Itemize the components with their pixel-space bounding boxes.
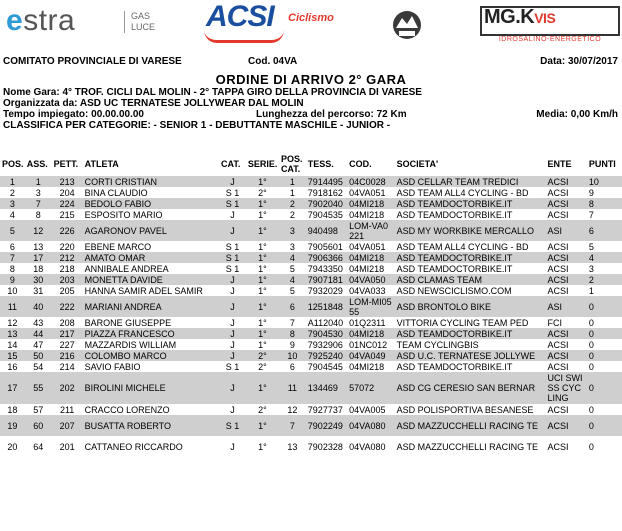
cell-ass: 55 <box>25 372 52 404</box>
cell-cod: 01NC012 <box>347 339 395 350</box>
cell-societa: ASD TEAMDOCTORBIKE.IT <box>395 361 546 372</box>
cell-atleta: SAVIO FABIO <box>83 361 219 372</box>
cell-punti: 1 <box>587 285 622 296</box>
cell-ente: ACSI <box>545 328 586 339</box>
cell-cat: J <box>219 296 246 317</box>
results-table <box>0 152 622 457</box>
cell-pos-cat: 11 <box>279 372 306 404</box>
cell-pos: 16 <box>0 361 25 372</box>
cell-tess: 7943350 <box>306 263 347 274</box>
cell-serie: 1° <box>246 252 279 263</box>
cell-ass: 7 <box>25 198 52 209</box>
col-header-ass: ASS. <box>26 159 48 169</box>
cell-ente: ASI <box>545 220 586 241</box>
cell-tess: 7918162 <box>306 187 347 198</box>
cell-pos-cat: 13 <box>279 436 306 457</box>
cell-societa: VITTORIA CYCLING TEAM PED <box>395 317 546 328</box>
cell-tess: 7914495 <box>306 176 347 187</box>
cell-cat: J <box>219 372 246 404</box>
cell-ente: FCI <box>545 317 586 328</box>
table-row <box>0 328 622 339</box>
gas-luce-label: GAS LUCE <box>124 11 171 33</box>
cell-atleta: MONETTA DAVIDE <box>83 274 219 285</box>
cell-cat: S 1 <box>219 252 246 263</box>
cell-punti: 0 <box>587 372 622 404</box>
cell-cod: 01Q2311 <box>347 317 395 328</box>
cell-ente: ACSI <box>545 415 586 436</box>
cell-ente: ACSI <box>545 252 586 263</box>
cell-tess: 7925240 <box>306 350 347 361</box>
time-used: Tempo impiegato: 00.00.00.00 <box>3 109 144 120</box>
cell-cat: J <box>219 209 246 220</box>
table-row <box>0 361 622 372</box>
cell-serie: 1° <box>246 198 279 209</box>
cell-ass: 54 <box>25 361 52 372</box>
cell-societa: ASD TEAM ALL4 CYCLING - BD <box>395 187 546 198</box>
cell-cat: J <box>219 404 246 415</box>
committee-name: COMITATO PROVINCIALE DI VARESE <box>3 56 182 67</box>
cell-pos-cat: 9 <box>279 339 306 350</box>
cell-ass: 50 <box>25 350 52 361</box>
cell-tess: 7927737 <box>306 404 347 415</box>
cell-cat: S 1 <box>219 198 246 209</box>
cell-pett: 214 <box>52 361 83 372</box>
cell-pos-cat: 4 <box>279 252 306 263</box>
cell-cod: 04VA080 <box>347 436 395 457</box>
cell-pett: 207 <box>52 415 83 436</box>
table-row <box>0 241 622 252</box>
ciclismo-label: Ciclismo <box>288 12 334 24</box>
cell-pett: 201 <box>52 436 83 457</box>
cell-tess: 940498 <box>306 220 347 241</box>
cell-ass: 60 <box>25 415 52 436</box>
cell-pos-cat: 6 <box>279 361 306 372</box>
col-header-atleta: ATLETA <box>84 159 119 169</box>
cell-ass: 57 <box>25 404 52 415</box>
table-row <box>0 350 622 361</box>
cell-pos: 3 <box>0 198 25 209</box>
cell-pett: 205 <box>52 285 83 296</box>
cell-pett: 213 <box>52 176 83 187</box>
cell-atleta: HANNA SAMIR ADEL SAMIR <box>83 285 219 296</box>
cell-pos: 18 <box>0 404 25 415</box>
cell-serie: 1° <box>246 317 279 328</box>
cell-serie: 1° <box>246 339 279 350</box>
cell-pett: 212 <box>52 252 83 263</box>
cell-tess: 1251848 <box>306 296 347 317</box>
cell-pos: 10 <box>0 285 25 296</box>
table-row <box>0 187 622 198</box>
cell-serie: 1° <box>246 220 279 241</box>
cell-pett: 217 <box>52 328 83 339</box>
cell-atleta: CORTI CRISTIAN <box>83 176 219 187</box>
acsi-swoosh <box>204 30 284 43</box>
cell-pos-cat: 1 <box>279 187 306 198</box>
cell-pos-cat: 5 <box>279 285 306 296</box>
cell-tess: 7907181 <box>306 274 347 285</box>
cell-tess: 7902249 <box>306 415 347 436</box>
cell-pos-cat: 7 <box>279 415 306 436</box>
col-header-serie: SERIE. <box>247 159 278 169</box>
cell-punti: 10 <box>587 176 622 187</box>
cell-ente: ACSI <box>545 274 586 285</box>
table-header-row <box>0 152 622 176</box>
cell-cod: 04VA033 <box>347 285 395 296</box>
cell-cat: J <box>219 339 246 350</box>
table-row <box>0 209 622 220</box>
table-row <box>0 252 622 263</box>
cell-atleta: AGARONOV PAVEL <box>83 220 219 241</box>
cell-pett: 215 <box>52 209 83 220</box>
cell-atleta: BINA CLAUDIO <box>83 187 219 198</box>
cell-punti: 3 <box>587 263 622 274</box>
cell-punti: 0 <box>587 296 622 317</box>
cell-pos-cat: 4 <box>279 274 306 285</box>
cell-cat: J <box>219 317 246 328</box>
cell-ass: 30 <box>25 274 52 285</box>
cell-punti: 6 <box>587 220 622 241</box>
cell-pos-cat: 2 <box>279 198 306 209</box>
cell-pos: 15 <box>0 350 25 361</box>
estra-logo-rest: stra <box>23 4 76 37</box>
cell-tess: 7904535 <box>306 209 347 220</box>
cell-ente: ACSI <box>545 187 586 198</box>
cell-pos: 8 <box>0 263 25 274</box>
cell-atleta: ESPOSITO MARIO <box>83 209 219 220</box>
organizer: Organizzata da: ASD UC TERNATESE JOLLYWEAR DAL MOLIN <box>3 98 304 109</box>
cell-ass: 40 <box>25 296 52 317</box>
cell-serie: 1° <box>246 274 279 285</box>
cell-serie: 1° <box>246 296 279 317</box>
cell-societa: ASD TEAM ALL4 CYCLING - BD <box>395 241 546 252</box>
cell-ass: 13 <box>25 241 52 252</box>
cell-cat: J <box>219 176 246 187</box>
event-date: Data: 30/07/2017 <box>540 56 618 67</box>
cell-serie: 2° <box>246 404 279 415</box>
col-header-pett: PETT. <box>53 159 79 169</box>
cell-tess: 7904545 <box>306 361 347 372</box>
cell-atleta: CATTANEO RICCARDO <box>83 436 219 457</box>
cell-serie: 1° <box>246 372 279 404</box>
cell-pos-cat: 3 <box>279 241 306 252</box>
cell-tess: 7932029 <box>306 285 347 296</box>
mgk-logo <box>484 6 555 29</box>
average-speed: Media: 0,00 Km/h <box>536 109 618 120</box>
mgk-tagline: IDROSALINO-ENERGETICO <box>498 36 602 43</box>
cell-tess: 7904530 <box>306 328 347 339</box>
table-row <box>0 436 622 457</box>
cell-serie: 1° <box>246 241 279 252</box>
cell-ass: 17 <box>25 252 52 263</box>
cell-pos: 12 <box>0 317 25 328</box>
table-row <box>0 415 622 436</box>
cell-serie: 2° <box>246 350 279 361</box>
race-name: Nome Gara: 4° TROF. CICLI DAL MOLIN - 2° TAPPA GIRO DELLA PROVINCIA DI VARESE <box>3 87 422 98</box>
cell-cod: LOM-VA0221 <box>347 220 395 241</box>
cell-pos: 2 <box>0 187 25 198</box>
cell-societa: ASD MY WORKBIKE MERCALLO <box>395 220 546 241</box>
table-row <box>0 404 622 415</box>
cell-societa: ASD MAZZUCCHELLI RACING TE <box>395 436 546 457</box>
cell-punti: 0 <box>587 361 622 372</box>
cell-societa: ASD TEAMDOCTORBIKE.IT <box>395 328 546 339</box>
route-length: Lunghezza del percorso: 72 Km <box>256 109 407 120</box>
table-row <box>0 176 622 187</box>
cell-atleta: MAZZARDIS WILLIAM <box>83 339 219 350</box>
table-row <box>0 372 622 404</box>
cell-cat: J <box>219 350 246 361</box>
cell-ente: ACSI <box>545 285 586 296</box>
cell-atleta: AMATO OMAR <box>83 252 219 263</box>
cell-tess: 7902328 <box>306 436 347 457</box>
cell-pos-cat: 12 <box>279 404 306 415</box>
table-row <box>0 339 622 350</box>
cell-pos-cat: 7 <box>279 317 306 328</box>
cell-pos: 1 <box>0 176 25 187</box>
cell-ass: 12 <box>25 220 52 241</box>
table-row <box>0 296 622 317</box>
cell-pos: 13 <box>0 328 25 339</box>
cell-pos: 5 <box>0 220 25 241</box>
cell-serie: 2° <box>246 187 279 198</box>
cell-societa: ASD NEWSCICLISMO.COM <box>395 285 546 296</box>
cell-ass: 47 <box>25 339 52 350</box>
cell-serie: 1° <box>246 209 279 220</box>
cell-pett: 208 <box>52 317 83 328</box>
cell-serie: 1° <box>246 415 279 436</box>
cell-pett: 226 <box>52 220 83 241</box>
cell-cod: 04MI218 <box>347 198 395 209</box>
cell-pos-cat: 2 <box>279 209 306 220</box>
cell-cod: 04MI218 <box>347 263 395 274</box>
cell-pos-cat: 3 <box>279 220 306 241</box>
cell-tess: 7902040 <box>306 198 347 209</box>
cell-cat: J <box>219 436 246 457</box>
table-row <box>0 198 622 209</box>
cell-societa: ASD TEAMDOCTORBIKE.IT <box>395 209 546 220</box>
col-header-punti: PUNTI <box>588 159 616 169</box>
cell-pos: 19 <box>0 415 25 436</box>
cell-punti: 9 <box>587 187 622 198</box>
cell-serie: 1° <box>246 263 279 274</box>
cell-pett: 202 <box>52 372 83 404</box>
cell-punti: 8 <box>587 198 622 209</box>
results-body <box>0 176 622 457</box>
cell-punti: 5 <box>587 241 622 252</box>
cell-atleta: CRACCO LORENZO <box>83 404 219 415</box>
mgk-logo-text: MG.K <box>484 6 535 28</box>
cell-ente: ACSI <box>545 176 586 187</box>
cell-punti: 0 <box>587 404 622 415</box>
cell-serie: 2° <box>246 361 279 372</box>
col-header-pos: POS. <box>2 159 24 169</box>
cell-tess: 7905601 <box>306 241 347 252</box>
col-header-tess: TESS. <box>307 159 334 169</box>
cell-ente: ASI <box>545 296 586 317</box>
col-header-cat: CAT. <box>221 159 241 169</box>
cell-pos-cat: 10 <box>279 350 306 361</box>
cell-pos: 7 <box>0 252 25 263</box>
cell-punti: 0 <box>587 328 622 339</box>
cell-societa: ASD CG CERESIO SAN BERNAR <box>395 372 546 404</box>
cell-tess: 7932906 <box>306 339 347 350</box>
cell-ente: ACSI <box>545 436 586 457</box>
cell-tess: A112040 <box>306 317 347 328</box>
acsi-logo: ACSI <box>206 0 274 33</box>
cell-societa: ASD POLISPORTIVA BESANESE <box>395 404 546 415</box>
cell-pett: 220 <box>52 241 83 252</box>
col-header-ente: ENTE <box>547 159 572 169</box>
cell-atleta: BARONE GIUSEPPE <box>83 317 219 328</box>
cell-ente: ACSI <box>545 198 586 209</box>
cell-pett: 218 <box>52 263 83 274</box>
table-row <box>0 285 622 296</box>
cell-pett: 222 <box>52 296 83 317</box>
cell-ente: ACSI <box>545 404 586 415</box>
cell-serie: 1° <box>246 436 279 457</box>
cell-pos: 6 <box>0 241 25 252</box>
cell-punti: 0 <box>587 436 622 457</box>
col-header-cod: COD. <box>349 159 372 169</box>
table-row <box>0 263 622 274</box>
cell-ente: ACSI <box>545 339 586 350</box>
cell-cat: S 1 <box>219 263 246 274</box>
cell-pos: 14 <box>0 339 25 350</box>
cell-pett: 211 <box>52 404 83 415</box>
cell-punti: 0 <box>587 350 622 361</box>
cell-cat: J <box>219 274 246 285</box>
cell-tess: 7906366 <box>306 252 347 263</box>
cell-cat: J <box>219 328 246 339</box>
cell-cod: 57072 <box>347 372 395 404</box>
cell-cod: 04VA050 <box>347 274 395 285</box>
event-code: Cod. 04VA <box>248 56 298 67</box>
cell-pett: 216 <box>52 350 83 361</box>
cell-pett: 203 <box>52 274 83 285</box>
cell-punti: 0 <box>587 415 622 436</box>
cell-ass: 44 <box>25 328 52 339</box>
cell-cod: 04VA049 <box>347 350 395 361</box>
cell-pos: 9 <box>0 274 25 285</box>
col-header-pos-cat: POS. CAT. <box>280 154 303 174</box>
cell-cod: LOM-MI0555 <box>347 296 395 317</box>
cell-cod: 04C0028 <box>347 176 395 187</box>
cell-ente: ACSI <box>545 209 586 220</box>
cell-cat: S 1 <box>219 361 246 372</box>
cell-cod: 04VA051 <box>347 241 395 252</box>
cell-atleta: BUSATTA ROBERTO <box>83 415 219 436</box>
cell-societa: ASD BRONTOLO BIKE <box>395 296 546 317</box>
cell-cod: 04VA005 <box>347 404 395 415</box>
cell-cod: 04MI218 <box>347 209 395 220</box>
cell-atleta: EBENE MARCO <box>83 241 219 252</box>
cell-ass: 43 <box>25 317 52 328</box>
cell-pos-cat: 1 <box>279 176 306 187</box>
cell-ente: UCI SWISS CYCLING <box>545 372 586 404</box>
cell-pett: 227 <box>52 339 83 350</box>
cell-ass: 1 <box>25 176 52 187</box>
cell-societa: ASD U.C. TERNATESE JOLLYWE <box>395 350 546 361</box>
cell-ente: ACSI <box>545 241 586 252</box>
cell-cat: J <box>219 220 246 241</box>
cell-societa: ASD TEAMDOCTORBIKE.IT <box>395 252 546 263</box>
cell-societa: ASD TEAMDOCTORBIKE.IT <box>395 263 546 274</box>
table-row <box>0 274 622 285</box>
cell-ente: ACSI <box>545 350 586 361</box>
cell-ente: ACSI <box>545 263 586 274</box>
cell-atleta: BEDOLO FABIO <box>83 198 219 209</box>
cell-serie: 1° <box>246 285 279 296</box>
cell-punti: 2 <box>587 274 622 285</box>
cell-atleta: PIAZZA FRANCESCO <box>83 328 219 339</box>
cell-cod: 04VA051 <box>347 187 395 198</box>
cell-atleta: BIROLINI MICHELE <box>83 372 219 404</box>
cell-punti: 0 <box>587 339 622 350</box>
cell-pos: 11 <box>0 296 25 317</box>
cell-punti: 0 <box>587 317 622 328</box>
cell-pos-cat: 8 <box>279 328 306 339</box>
cell-serie: 1° <box>246 176 279 187</box>
cell-punti: 4 <box>587 252 622 263</box>
cell-cat: S 1 <box>219 415 246 436</box>
cell-pos-cat: 5 <box>279 263 306 274</box>
page-title: ORDINE DI ARRIVO 2° GARA <box>215 72 407 87</box>
cell-punti: 7 <box>587 209 622 220</box>
cell-atleta: ANNIBALE ANDREA <box>83 263 219 274</box>
cell-pett: 224 <box>52 198 83 209</box>
cell-serie: 1° <box>246 328 279 339</box>
cell-ass: 3 <box>25 187 52 198</box>
cell-societa: ASD MAZZUCCHELLI RACING TE <box>395 415 546 436</box>
cell-societa: ASD TEAMDOCTORBIKE.IT <box>395 198 546 209</box>
cell-ass: 64 <box>25 436 52 457</box>
cell-societa: ASD CELLAR TEAM TREDICI <box>395 176 546 187</box>
cell-tess: 134469 <box>306 372 347 404</box>
estra-logo: estra <box>6 4 76 37</box>
cell-ass: 31 <box>25 285 52 296</box>
cell-pett: 204 <box>52 187 83 198</box>
cell-pos: 4 <box>0 209 25 220</box>
cell-cod: 04MI218 <box>347 252 395 263</box>
cell-pos: 20 <box>0 436 25 457</box>
col-header-societa: SOCIETA' <box>396 159 439 169</box>
sms-badge-icon <box>392 4 422 46</box>
classification: CLASSIFICA PER CATEGORIE: - SENIOR 1 - DEBUTTANTE MASCHILE - JUNIOR - <box>3 120 391 131</box>
cell-cod: 04VA080 <box>347 415 395 436</box>
cell-cod: 04MI218 <box>347 361 395 372</box>
cell-cat: S 1 <box>219 187 246 198</box>
cell-cat: J <box>219 285 246 296</box>
cell-societa: TEAM CYCLINGBIS <box>395 339 546 350</box>
table-row <box>0 317 622 328</box>
cell-cod: 04MI218 <box>347 328 395 339</box>
cell-pos: 17 <box>0 372 25 404</box>
logo-band <box>0 0 622 52</box>
table-row <box>0 220 622 241</box>
cell-atleta: MARIANI ANDREA <box>83 296 219 317</box>
cell-societa: ASD CLAMAS TEAM <box>395 274 546 285</box>
cell-ass: 18 <box>25 263 52 274</box>
cell-ente: ACSI <box>545 361 586 372</box>
mgk-vis-text: VIS <box>534 10 556 26</box>
cell-pos-cat: 6 <box>279 296 306 317</box>
cell-atleta: COLOMBO MARCO <box>83 350 219 361</box>
cell-ass: 8 <box>25 209 52 220</box>
cell-cat: S 1 <box>219 241 246 252</box>
